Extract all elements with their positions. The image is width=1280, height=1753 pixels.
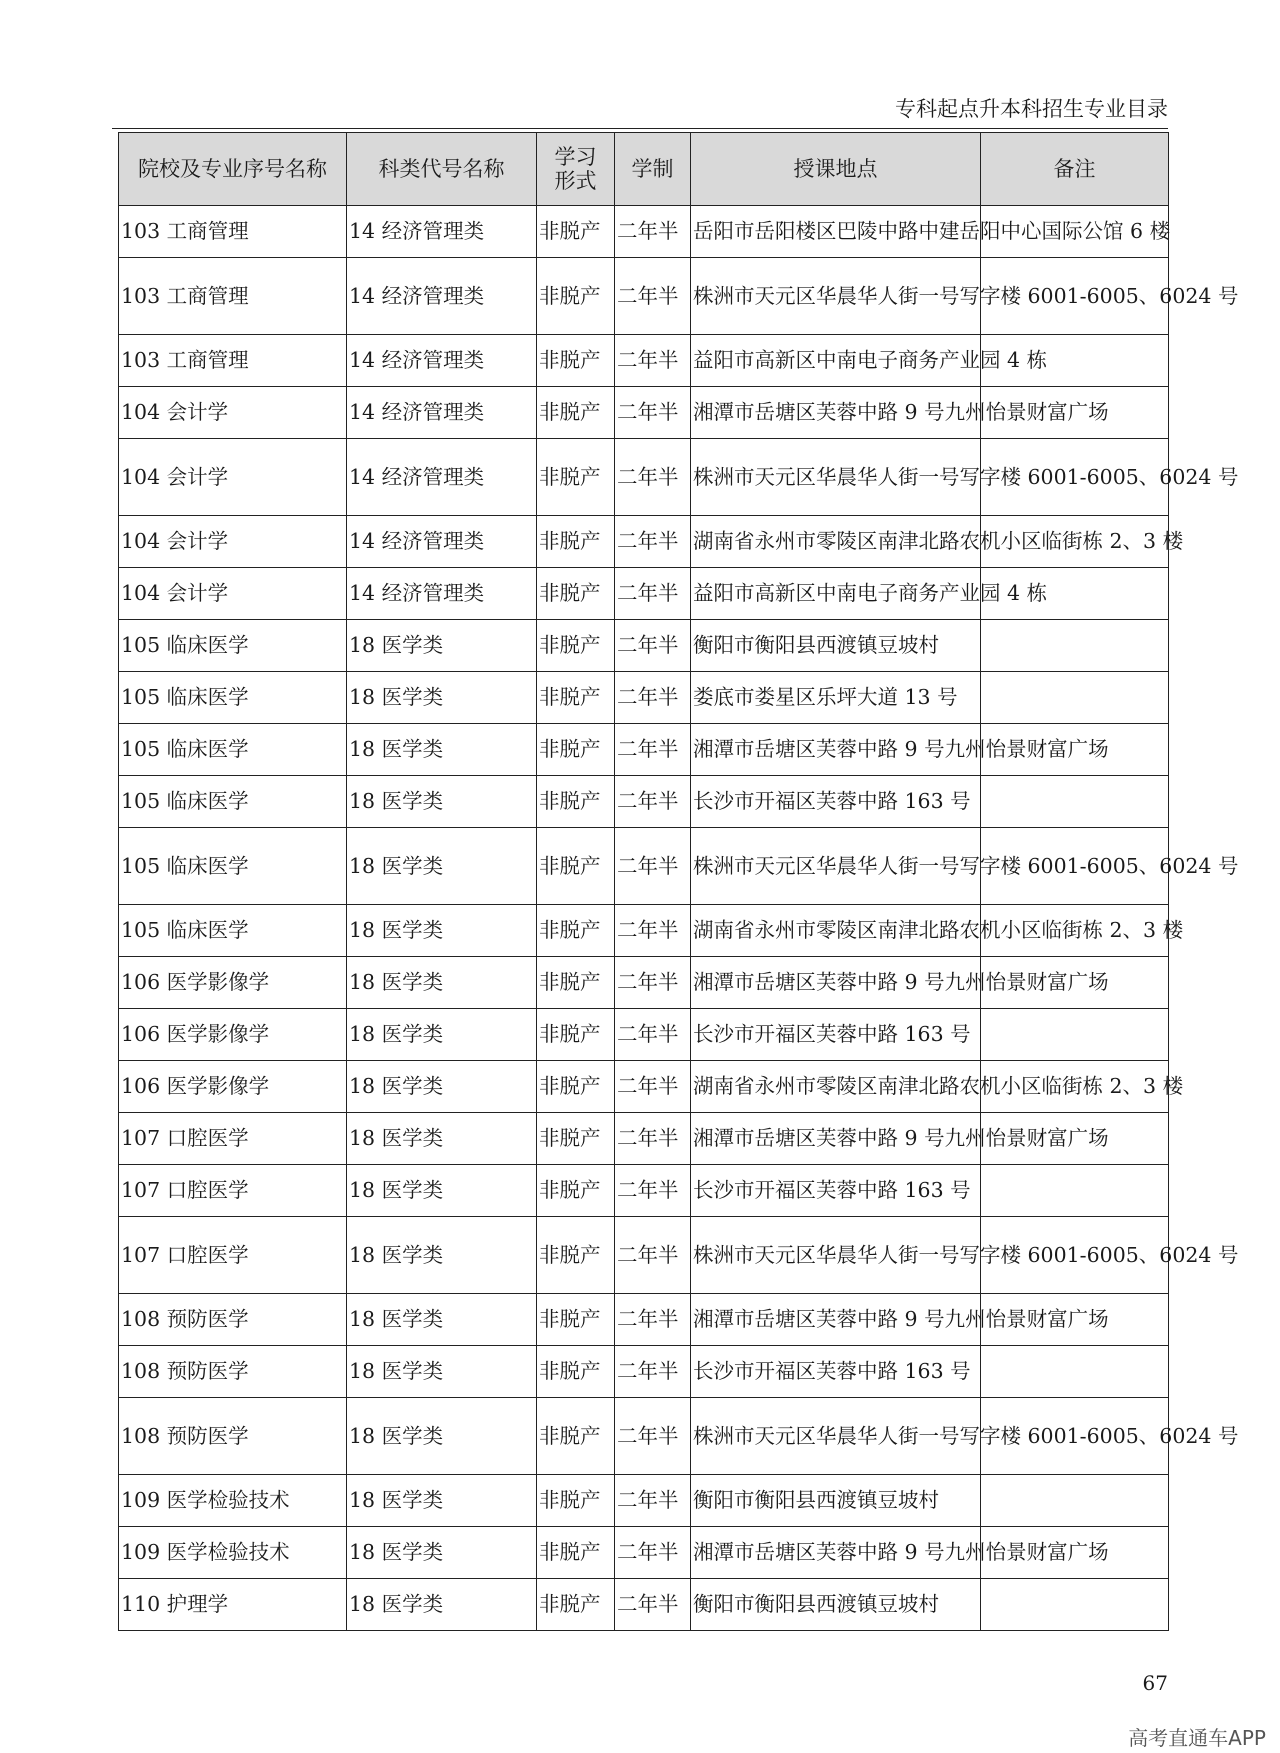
duration-cell: 二年半 — [615, 776, 691, 828]
location-cell: 湘潭市岳塘区芙蓉中路 9 号九州怡景财富广场 — [691, 1294, 981, 1346]
mode-cell: 非脱产 — [537, 776, 615, 828]
category-cell: 18 医学类 — [347, 1009, 537, 1061]
mode-cell: 非脱产 — [537, 516, 615, 568]
major-cell: 105 临床医学 — [119, 620, 347, 672]
major-cell: 104 会计学 — [119, 439, 347, 516]
note-cell — [981, 1475, 1169, 1527]
location-cell: 湖南省永州市零陵区南津北路农机小区临街栋 2、3 楼 — [691, 516, 981, 568]
table-header-row — [119, 133, 1169, 206]
duration-cell: 二年半 — [615, 1398, 691, 1475]
table-row — [119, 957, 1169, 1009]
duration-cell: 二年半 — [615, 1165, 691, 1217]
table-row — [119, 206, 1169, 258]
category-cell: 18 医学类 — [347, 1346, 537, 1398]
duration-cell: 二年半 — [615, 1475, 691, 1527]
major-cell: 103 工商管理 — [119, 206, 347, 258]
duration-cell: 二年半 — [615, 387, 691, 439]
mode-cell: 非脱产 — [537, 568, 615, 620]
mode-cell: 非脱产 — [537, 1346, 615, 1398]
header-rule — [112, 128, 1168, 129]
table-row — [119, 1346, 1169, 1398]
col-header-major: 院校及专业序号名称 — [119, 133, 347, 206]
major-cell: 103 工商管理 — [119, 335, 347, 387]
category-cell: 18 医学类 — [347, 776, 537, 828]
location-cell: 衡阳市衡阳县西渡镇豆坡村 — [691, 620, 981, 672]
mode-cell: 非脱产 — [537, 828, 615, 905]
location-cell: 长沙市开福区芙蓉中路 163 号 — [691, 1165, 981, 1217]
location-cell: 长沙市开福区芙蓉中路 163 号 — [691, 1346, 981, 1398]
major-cell: 109 医学检验技术 — [119, 1527, 347, 1579]
mode-cell: 非脱产 — [537, 957, 615, 1009]
major-catalog-table — [118, 132, 1239, 1631]
mode-cell: 非脱产 — [537, 387, 615, 439]
major-cell: 105 临床医学 — [119, 905, 347, 957]
major-cell: 107 口腔医学 — [119, 1165, 347, 1217]
col-header-category: 科类代号名称 — [347, 133, 537, 206]
duration-cell: 二年半 — [615, 1579, 691, 1631]
mode-cell: 非脱产 — [537, 1579, 615, 1631]
category-cell: 18 医学类 — [347, 905, 537, 957]
table-row — [119, 1009, 1169, 1061]
duration-cell: 二年半 — [615, 568, 691, 620]
mode-cell: 非脱产 — [537, 1113, 615, 1165]
major-cell: 106 医学影像学 — [119, 1009, 347, 1061]
table-row — [119, 1061, 1169, 1113]
note-cell — [981, 1165, 1169, 1217]
note-cell — [981, 1579, 1169, 1631]
mode-cell: 非脱产 — [537, 905, 615, 957]
note-cell — [981, 1009, 1169, 1061]
duration-cell: 二年半 — [615, 1527, 691, 1579]
table-row — [119, 439, 1169, 516]
category-cell: 18 医学类 — [347, 1061, 537, 1113]
location-cell: 株洲市天元区华晨华人街一号写字楼 6001-6005、6024 号 — [691, 439, 981, 516]
mode-cell: 非脱产 — [537, 206, 615, 258]
mode-cell: 非脱产 — [537, 1527, 615, 1579]
table-row — [119, 1113, 1169, 1165]
note-cell — [981, 1346, 1169, 1398]
major-cell: 110 护理学 — [119, 1579, 347, 1631]
duration-cell: 二年半 — [615, 905, 691, 957]
col-header-mode: 学习 形式 — [537, 133, 615, 206]
location-cell: 衡阳市衡阳县西渡镇豆坡村 — [691, 1475, 981, 1527]
duration-cell: 二年半 — [615, 439, 691, 516]
mode-cell: 非脱产 — [537, 1475, 615, 1527]
category-cell: 14 经济管理类 — [347, 387, 537, 439]
location-cell: 娄底市娄星区乐坪大道 13 号 — [691, 672, 981, 724]
major-cell: 107 口腔医学 — [119, 1217, 347, 1294]
category-cell: 18 医学类 — [347, 828, 537, 905]
mode-cell: 非脱产 — [537, 439, 615, 516]
mode-cell: 非脱产 — [537, 1061, 615, 1113]
category-cell: 14 经济管理类 — [347, 206, 537, 258]
watermark: 高考直通车APP — [1128, 1726, 1266, 1750]
table-row — [119, 516, 1169, 568]
major-cell: 105 临床医学 — [119, 724, 347, 776]
mode-cell: 非脱产 — [537, 672, 615, 724]
mode-cell: 非脱产 — [537, 258, 615, 335]
location-cell: 长沙市开福区芙蓉中路 163 号 — [691, 1009, 981, 1061]
duration-cell: 二年半 — [615, 828, 691, 905]
category-cell: 18 医学类 — [347, 1475, 537, 1527]
duration-cell: 二年半 — [615, 516, 691, 568]
major-cell: 104 会计学 — [119, 387, 347, 439]
col-header-location: 授课地点 — [691, 133, 981, 206]
major-cell: 107 口腔医学 — [119, 1113, 347, 1165]
duration-cell: 二年半 — [615, 1009, 691, 1061]
duration-cell: 二年半 — [615, 1113, 691, 1165]
duration-cell: 二年半 — [615, 1217, 691, 1294]
table-row — [119, 1527, 1169, 1579]
duration-cell: 二年半 — [615, 672, 691, 724]
category-cell: 18 医学类 — [347, 957, 537, 1009]
table-row — [119, 776, 1169, 828]
mode-cell: 非脱产 — [537, 620, 615, 672]
major-cell: 108 预防医学 — [119, 1398, 347, 1475]
table-row — [119, 1217, 1169, 1294]
category-cell: 14 经济管理类 — [347, 335, 537, 387]
category-cell: 14 经济管理类 — [347, 439, 537, 516]
major-cell: 103 工商管理 — [119, 258, 347, 335]
location-cell: 株洲市天元区华晨华人街一号写字楼 6001-6005、6024 号 — [691, 1217, 981, 1294]
page-number: 67 — [1142, 1671, 1168, 1695]
major-cell: 105 临床医学 — [119, 672, 347, 724]
category-cell: 14 经济管理类 — [347, 258, 537, 335]
category-cell: 18 医学类 — [347, 1398, 537, 1475]
category-cell: 18 医学类 — [347, 672, 537, 724]
duration-cell: 二年半 — [615, 206, 691, 258]
table-row — [119, 672, 1169, 724]
table-row — [119, 1398, 1169, 1475]
category-cell: 18 医学类 — [347, 1579, 537, 1631]
table-row — [119, 1475, 1169, 1527]
mode-cell: 非脱产 — [537, 1217, 615, 1294]
table-row — [119, 1165, 1169, 1217]
location-cell: 湘潭市岳塘区芙蓉中路 9 号九州怡景财富广场 — [691, 387, 981, 439]
mode-cell: 非脱产 — [537, 1165, 615, 1217]
location-cell: 岳阳市岳阳楼区巴陵中路中建岳阳中心国际公馆 6 楼 — [691, 206, 981, 258]
duration-cell: 二年半 — [615, 1061, 691, 1113]
major-cell: 109 医学检验技术 — [119, 1475, 347, 1527]
major-cell: 104 会计学 — [119, 516, 347, 568]
running-header: 专科起点升本科招生专业目录 — [895, 97, 1168, 121]
mode-cell: 非脱产 — [537, 1294, 615, 1346]
duration-cell: 二年半 — [615, 335, 691, 387]
mode-cell: 非脱产 — [537, 724, 615, 776]
note-cell — [981, 672, 1169, 724]
location-cell: 长沙市开福区芙蓉中路 163 号 — [691, 776, 981, 828]
major-cell: 104 会计学 — [119, 568, 347, 620]
location-cell: 株洲市天元区华晨华人街一号写字楼 6001-6005、6024 号 — [691, 1398, 981, 1475]
table-row — [119, 724, 1169, 776]
location-cell: 株洲市天元区华晨华人街一号写字楼 6001-6005、6024 号 — [691, 258, 981, 335]
location-cell: 湖南省永州市零陵区南津北路农机小区临街栋 2、3 楼 — [691, 905, 981, 957]
table-row — [119, 1579, 1169, 1631]
duration-cell: 二年半 — [615, 1294, 691, 1346]
mode-cell: 非脱产 — [537, 335, 615, 387]
major-cell: 108 预防医学 — [119, 1346, 347, 1398]
duration-cell: 二年半 — [615, 620, 691, 672]
duration-cell: 二年半 — [615, 258, 691, 335]
table-row — [119, 620, 1169, 672]
col-header-duration: 学制 — [615, 133, 691, 206]
note-cell — [981, 776, 1169, 828]
table-row — [119, 335, 1169, 387]
table-row — [119, 1294, 1169, 1346]
location-cell: 湘潭市岳塘区芙蓉中路 9 号九州怡景财富广场 — [691, 957, 981, 1009]
table-row — [119, 258, 1169, 335]
category-cell: 14 经济管理类 — [347, 568, 537, 620]
category-cell: 18 医学类 — [347, 620, 537, 672]
location-cell: 湖南省永州市零陵区南津北路农机小区临街栋 2、3 楼 — [691, 1061, 981, 1113]
location-cell: 益阳市高新区中南电子商务产业园 4 栋 — [691, 568, 981, 620]
major-cell: 108 预防医学 — [119, 1294, 347, 1346]
location-cell: 衡阳市衡阳县西渡镇豆坡村 — [691, 1579, 981, 1631]
category-cell: 14 经济管理类 — [347, 516, 537, 568]
major-cell: 106 医学影像学 — [119, 957, 347, 1009]
category-cell: 18 医学类 — [347, 724, 537, 776]
major-cell: 105 临床医学 — [119, 776, 347, 828]
table-row — [119, 828, 1169, 905]
table-row — [119, 568, 1169, 620]
major-cell: 105 临床医学 — [119, 828, 347, 905]
location-cell: 湘潭市岳塘区芙蓉中路 9 号九州怡景财富广场 — [691, 724, 981, 776]
mode-cell: 非脱产 — [537, 1398, 615, 1475]
mode-cell: 非脱产 — [537, 1009, 615, 1061]
duration-cell: 二年半 — [615, 957, 691, 1009]
location-cell: 湘潭市岳塘区芙蓉中路 9 号九州怡景财富广场 — [691, 1113, 981, 1165]
duration-cell: 二年半 — [615, 1346, 691, 1398]
duration-cell: 二年半 — [615, 724, 691, 776]
location-cell: 湘潭市岳塘区芙蓉中路 9 号九州怡景财富广场 — [691, 1527, 981, 1579]
location-cell: 株洲市天元区华晨华人街一号写字楼 6001-6005、6024 号 — [691, 828, 981, 905]
category-cell: 18 医学类 — [347, 1113, 537, 1165]
category-cell: 18 医学类 — [347, 1294, 537, 1346]
table-row — [119, 387, 1169, 439]
category-cell: 18 医学类 — [347, 1165, 537, 1217]
table-row — [119, 905, 1169, 957]
location-cell: 益阳市高新区中南电子商务产业园 4 栋 — [691, 335, 981, 387]
col-header-note: 备注 — [981, 133, 1169, 206]
category-cell: 18 医学类 — [347, 1217, 537, 1294]
category-cell: 18 医学类 — [347, 1527, 537, 1579]
note-cell — [981, 620, 1169, 672]
major-cell: 106 医学影像学 — [119, 1061, 347, 1113]
